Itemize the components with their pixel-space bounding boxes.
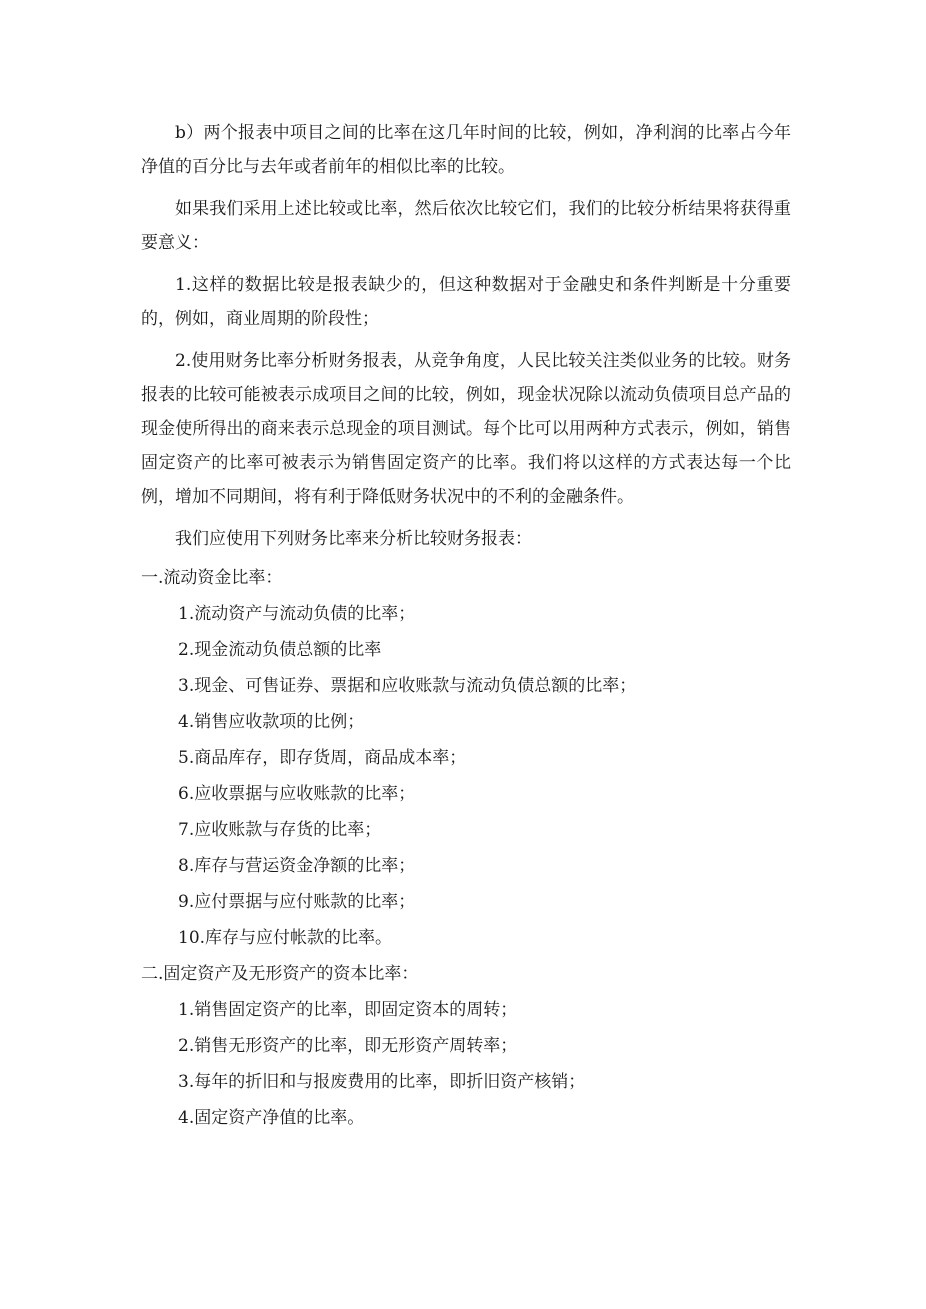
section-heading-fixed-intangible-assets: 二.固定资产及无形资产的资本比率： (141, 964, 419, 984)
paragraph-point-2: 2.使用财务比率分析财务报表，从竞争角度，人民比较关注类似业务的比较。财务报表的比较可能被表示成项目之间的比较，例如，现金状况除以流动负债项目总产品的现金使所得出的商来表示总现金的项目测试。每个比可以用两种方式表示，例如，销售固定资产的比率可被表示为销售固定资产的比率。我们将以这样的方式表达每一个比例，增加不同期间，将有利于降低财务状况中的不利的金融条件。 (141, 351, 791, 507)
list-item: 7.应收账款与存货的比率； (178, 820, 382, 840)
list-item: 4.固定资产净值的比率。 (178, 1108, 365, 1128)
list-item: 2.现金流动负债总额的比率 (178, 640, 382, 660)
list-item: 4.销售应收款项的比例； (178, 712, 365, 732)
paragraph-ratio-intro: 我们应使用下列财务比率来分析比较财务报表： (175, 529, 532, 549)
document-body (141, 116, 791, 1140)
list-item: 3.每年的折旧和与报废费用的比率，即折旧资产核销； (178, 1072, 586, 1092)
list-item: 1.销售固定资产的比率，即固定资本的周转； (178, 1000, 518, 1020)
list-item: 10.库存与应付帐款的比率。 (178, 928, 393, 948)
list-item: 2.销售无形资产的比率，即无形资产周转率； (178, 1036, 518, 1056)
list-item: 8.库存与营运资金净额的比率； (178, 856, 416, 876)
paragraph-point-1: 1.这样的数据比较是报表缺少的，但这种数据对于金融史和条件判断是十分重要的，例如，商业周期的阶段性； (141, 275, 791, 329)
fixed-asset-ratio-list (141, 996, 791, 1132)
list-item: 6.应收票据与应收账款的比率； (178, 784, 416, 804)
paragraph-significance: 如果我们采用上述比较或比率，然后依次比较它们，我们的比较分析结果将获得重要意义： (141, 199, 791, 253)
section-heading-working-capital: 一.流动资金比率： (141, 568, 283, 588)
list-item: 9.应付票据与应付账款的比率； (178, 892, 416, 912)
paragraph-ratio-comparison: b）两个报表中项目之间的比率在这几年时间的比较，例如，净利润的比率占今年净值的百分比与去年或者前年的相似比率的比较。 (141, 123, 791, 177)
list-item: 1.流动资产与流动负债的比率； (178, 604, 416, 624)
list-item: 5.商品库存，即存货周，商品成本率； (178, 748, 467, 768)
working-capital-ratio-list (141, 600, 791, 952)
list-item: 3.现金、可售证券、票据和应收账款与流动负债总额的比率； (178, 676, 637, 696)
